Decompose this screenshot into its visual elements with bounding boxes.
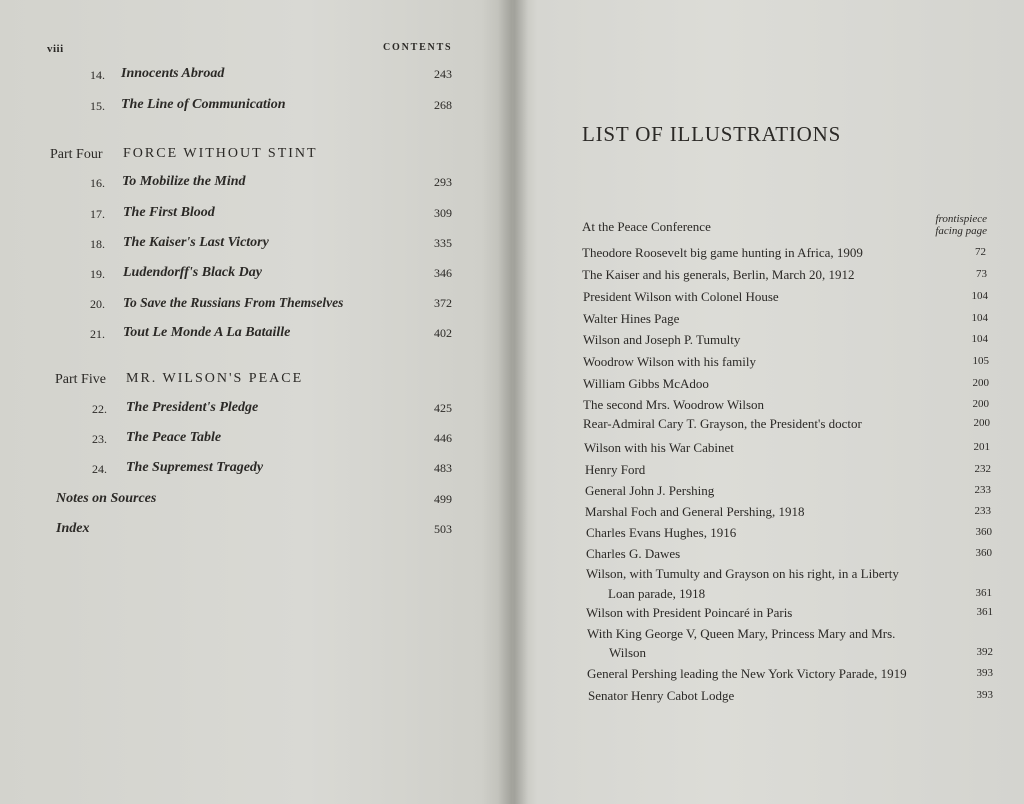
illustration-page: 361 [976,606,993,618]
part-label: Part Four [50,147,103,162]
illustration-caption: President Wilson with Colonel House [583,289,779,304]
chapter-number: 23. [92,432,107,446]
page-number: viii [47,43,64,55]
chapter-title: The Peace Table [126,430,222,445]
chapter-title: The Kaiser's Last Victory [123,235,269,250]
illustration-caption-continued: Loan parade, 1918 [608,586,706,601]
chapter-page: 293 [434,175,452,189]
chapter-number: 24. [92,462,107,476]
chapter-title: The Line of Communication [121,97,286,112]
illustration-page: 105 [972,355,989,367]
right-page [512,0,1024,804]
chapter-title: The Supremest Tragedy [126,460,264,475]
illustration-page: 233 [974,505,991,517]
illustration-caption: Wilson with his War Cabinet [584,440,734,455]
illustration-page: 72 [975,246,986,258]
back-matter-title: Notes on Sources [56,491,157,506]
chapter-number: 15. [90,99,105,113]
chapter-number: 20. [90,297,105,311]
illustration-page: 393 [976,689,993,701]
illustration-page: 104 [971,333,988,345]
chapter-title: To Save the Russians From Themselves [123,295,344,310]
chapter-title: Tout Le Monde A La Bataille [123,325,291,340]
illustration-page: 393 [976,667,993,679]
illustration-page: 233 [974,484,991,496]
illustration-page: 232 [974,463,991,475]
illustration-page: 360 [975,547,992,559]
illustration-page: 200 [973,417,990,429]
illustration-caption: Henry Ford [585,462,646,477]
illustration-caption: With King George V, Queen Mary, Princess Mary and Mrs. [587,626,896,641]
chapter-number: 14. [90,68,105,82]
illustration-caption: At the Peace Conference [582,219,711,234]
chapter-page: 402 [434,326,452,340]
illustration-caption: Rear-Admiral Cary T. Grayson, the President's doctor [583,416,862,431]
back-matter-title: Index [56,521,90,536]
back-matter-page: 503 [434,522,452,536]
chapter-title: To Mobilize the Mind [122,174,246,189]
column-note [912,213,987,237]
chapter-number: 18. [90,237,105,251]
illustration-caption: Wilson, with Tumulty and Grayson on his right, in a Liberty [586,566,899,581]
chapter-page: 446 [434,431,452,445]
chapter-number: 19. [90,267,105,281]
illustration-caption: General Pershing leading the New York Victory Parade, 1919 [587,666,907,681]
chapter-title: The President's Pledge [126,400,259,415]
illustration-caption: Charles G. Dawes [586,546,681,561]
illustration-page: 200 [972,377,989,389]
chapter-page: 335 [434,236,452,250]
illustration-caption: Theodore Roosevelt big game hunting in Africa, 1909 [582,245,863,260]
chapter-page: 243 [434,67,452,81]
illustration-page: 201 [973,441,990,453]
running-title: CONTENTS [383,42,453,53]
illustration-page: 104 [971,290,988,302]
column-note-line: frontispiece [935,213,987,225]
illustration-caption: Charles Evans Hughes, 1916 [586,525,737,540]
illustration-caption: General John J. Pershing [585,483,715,498]
chapter-page: 483 [434,461,452,475]
column-note-line: facing page [935,225,987,237]
chapter-page: 346 [434,266,452,280]
illustration-caption: Walter Hines Page [583,311,680,326]
illustration-page: 361 [975,587,992,599]
chapter-number: 16. [90,176,105,190]
chapter-number: 22. [92,402,107,416]
illustration-caption: Senator Henry Cabot Lodge [588,688,735,703]
illustration-caption: Woodrow Wilson with his family [583,354,756,369]
illustration-caption: Marshal Foch and General Pershing, 1918 [585,504,805,519]
illustration-caption: The second Mrs. Woodrow Wilson [583,397,765,412]
illustration-caption: William Gibbs McAdoo [583,376,709,391]
chapter-page: 309 [434,206,452,220]
illustration-page: 104 [971,312,988,324]
part-title: FORCE WITHOUT STINT [123,146,318,161]
illustration-caption: Wilson and Joseph P. Tumulty [583,332,741,347]
part-label: Part Five [55,372,106,387]
chapter-title: The First Blood [123,205,215,220]
illustration-page: 200 [972,398,989,410]
chapter-page: 425 [434,401,452,415]
illustration-page: 360 [975,526,992,538]
chapter-number: 17. [90,207,105,221]
illustration-caption: The Kaiser and his generals, Berlin, March 20, 1912 [582,267,855,282]
back-matter-page: 499 [434,492,452,506]
chapter-title: Ludendorff's Black Day [123,265,262,280]
illustration-page: 392 [976,646,993,658]
illustration-caption: Wilson with President Poincaré in Paris [586,605,793,620]
illustration-page: 73 [976,268,987,280]
part-title: MR. WILSON'S PEACE [126,371,304,386]
chapter-page: 372 [434,296,452,310]
chapter-title: Innocents Abroad [121,66,225,81]
illustration-caption-continued: Wilson [609,645,647,660]
chapter-page: 268 [434,98,452,112]
list-of-illustrations-title: LIST OF ILLUSTRATIONS [582,122,842,146]
chapter-number: 21. [90,327,105,341]
